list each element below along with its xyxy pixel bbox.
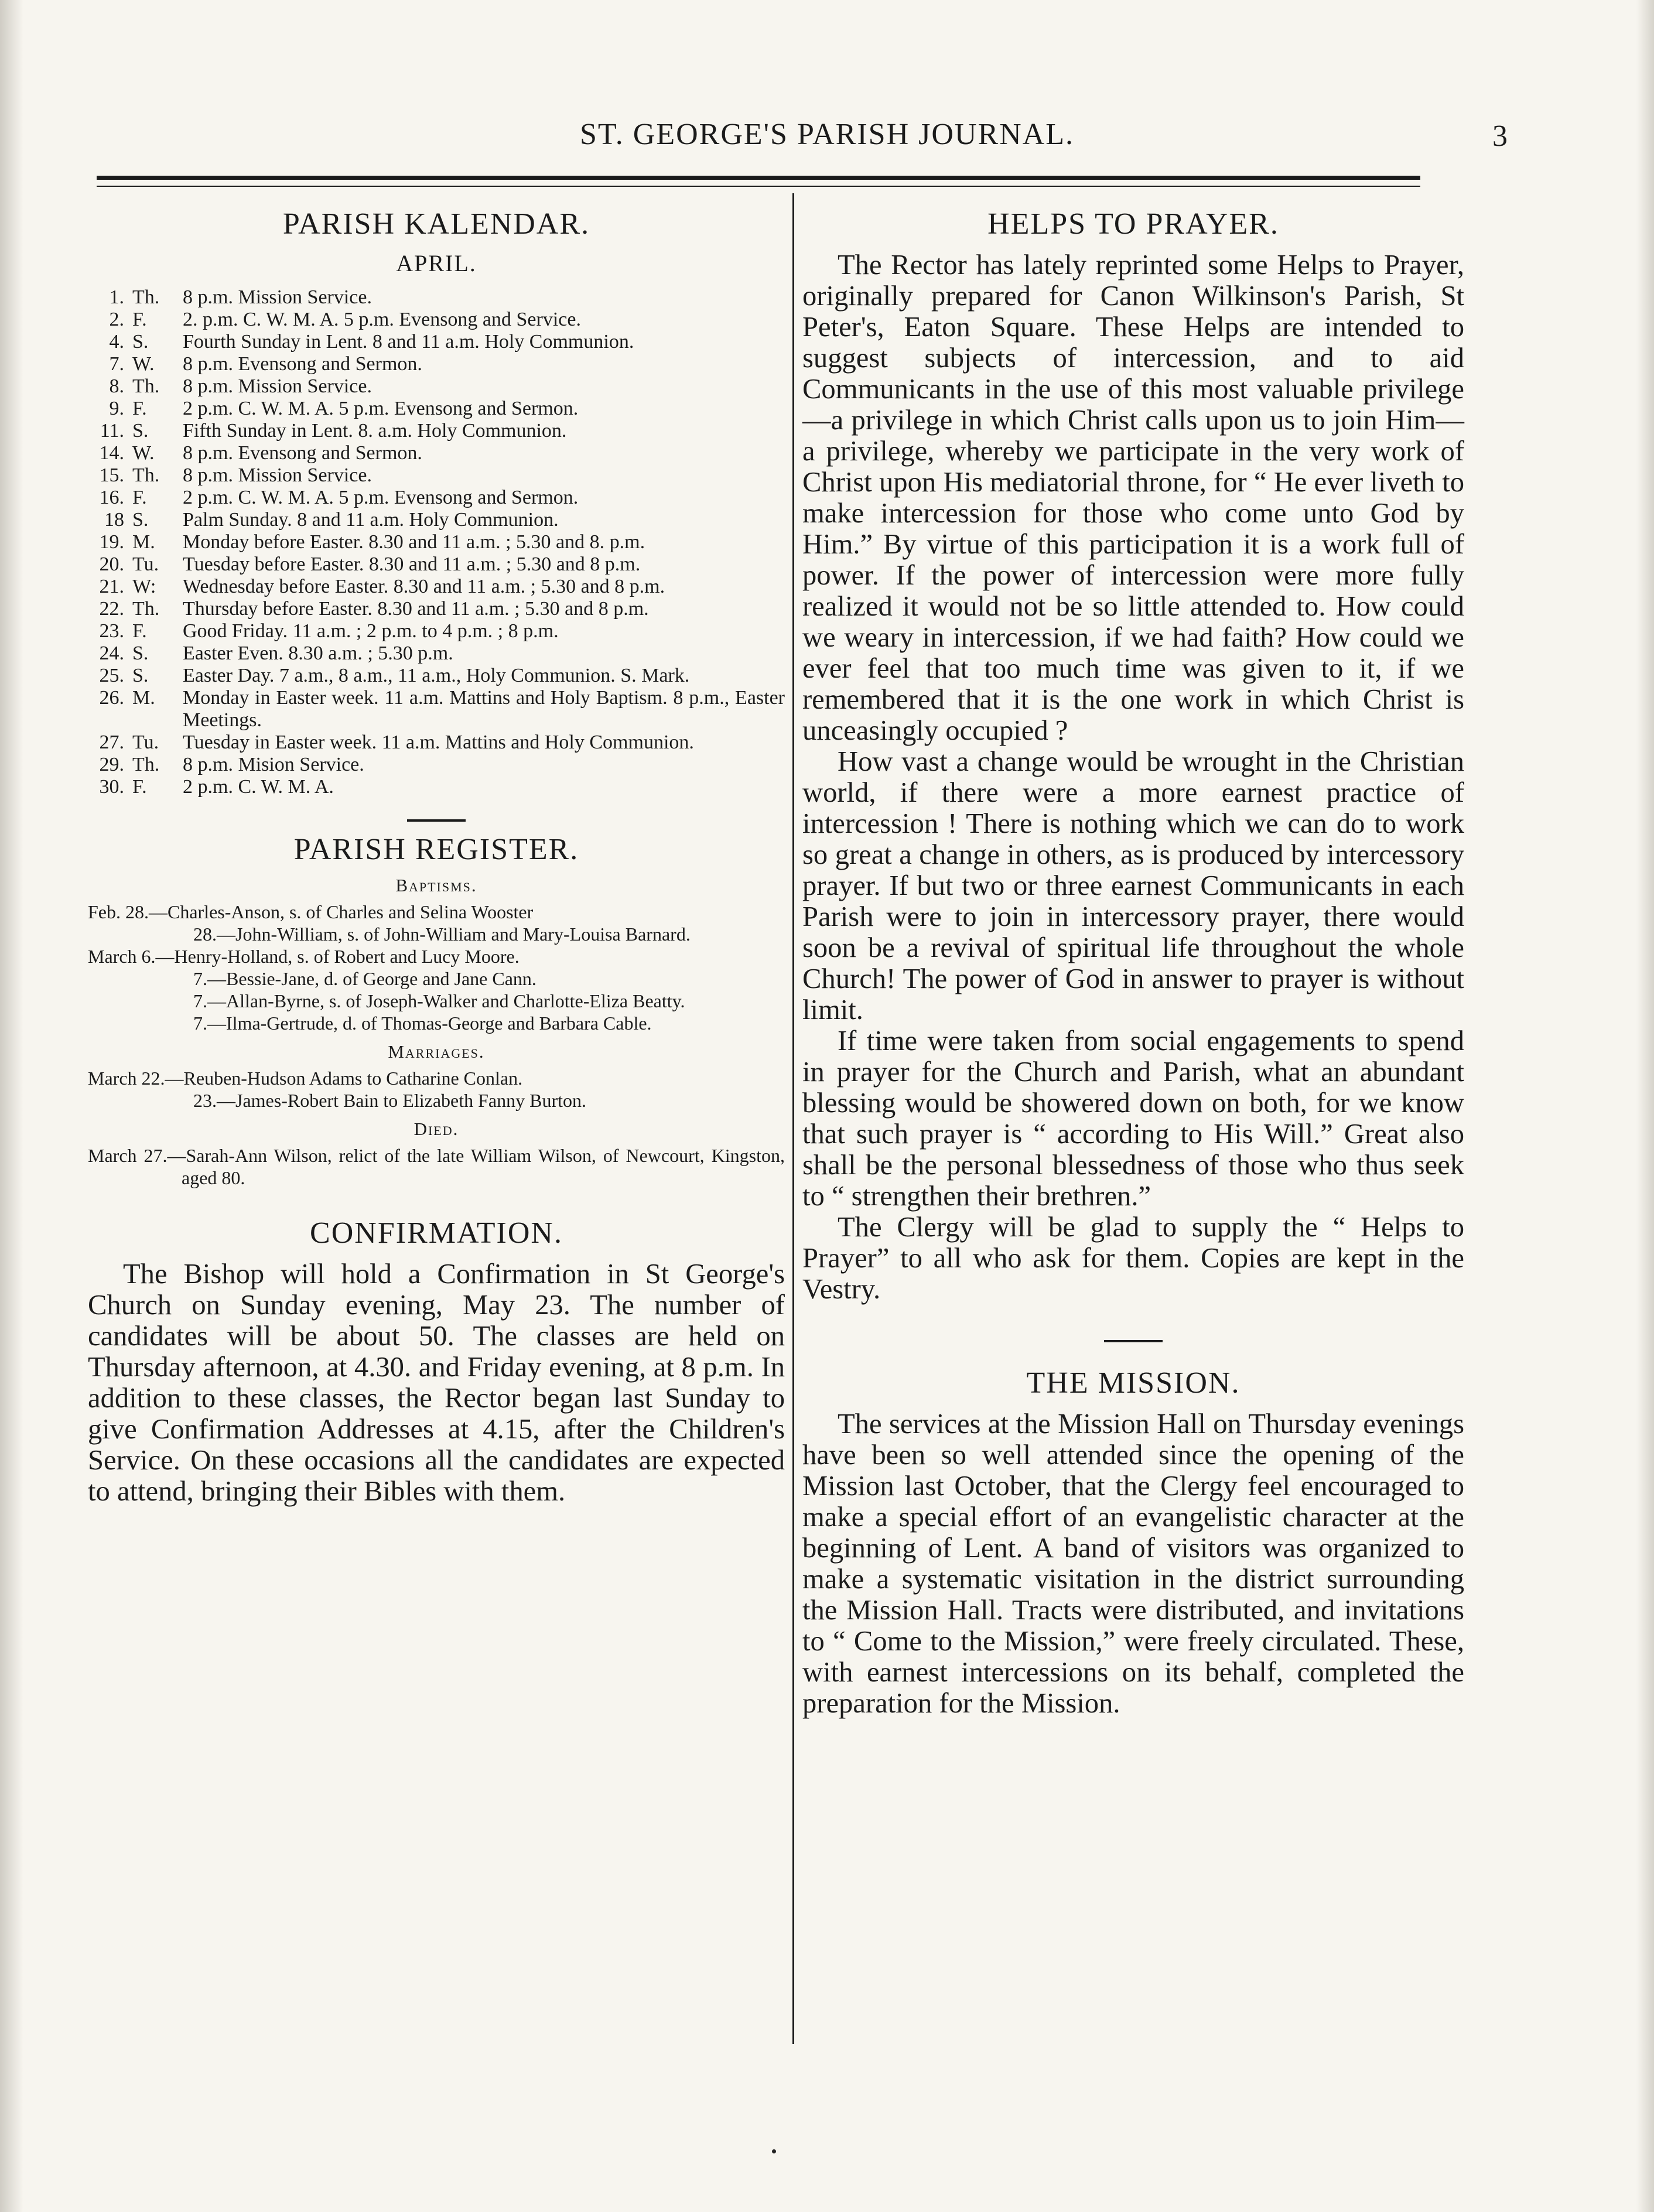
marriages-heading: Marriages.: [388, 1041, 485, 1062]
kalendar-weekday: W.: [132, 353, 155, 375]
kalendar-weekday: Tu.: [132, 731, 159, 753]
kalendar-text: 2. p.m. C. W. M. A. 5 p.m. Evensong and Service.: [183, 309, 581, 330]
kalendar-weekday: M.: [132, 687, 155, 709]
register-entry: March 22.—Reuben-Hudson Adams to Catharine Conlan.: [88, 1068, 523, 1089]
helps-paragraph: If time were taken from social engagements to spend in prayer for the Church and Parish, what an abundant blessing would be showered down on both, for we know that such prayer is “ according to His Will.” Great also shall be the personal blessedness of those who thus seek to “ strengthen their brethren.”: [802, 1025, 1464, 1212]
kalendar-text: 2 p.m. C. W. M. A.: [183, 776, 334, 798]
kalendar-day: 25.: [99, 665, 124, 686]
kalendar-day: 30.: [99, 776, 124, 798]
helps-paragraph: The Clergy will be glad to supply the “ Helps to Prayer” to all who ask for them. Copies are kept in the Vestry.: [802, 1211, 1464, 1305]
died-heading: Died.: [414, 1119, 459, 1139]
kalendar-item: [88, 754, 785, 776]
kalendar-weekday: W.: [132, 442, 155, 464]
kalendar-list: [88, 286, 785, 798]
kalendar-text: Monday before Easter. 8.30 and 11 a.m. ; 5.30 and 8. p.m.: [183, 531, 645, 553]
kalendar-day: 2.: [109, 309, 124, 330]
kalendar-day: 15.: [99, 464, 124, 486]
kalendar-weekday: Th.: [132, 375, 160, 397]
kalendar-day: 1.: [109, 286, 124, 308]
confirmation-title: CONFIRMATION.: [310, 1216, 563, 1250]
kalendar-month: APRIL.: [396, 250, 477, 276]
header-rule-thin: [97, 186, 1420, 187]
kalendar-day: 26.: [99, 687, 124, 709]
column-divider: [792, 193, 794, 2044]
kalendar-day: 8.: [109, 375, 124, 397]
print-dot: [772, 2149, 776, 2153]
kalendar-weekday: S.: [132, 331, 149, 353]
register-entry: 28.—John-William, s. of John-William and Mary-Louisa Barnard.: [193, 924, 691, 945]
kalendar-weekday: S.: [132, 420, 149, 442]
kalendar-text: 8 p.m. Mission Service.: [183, 464, 372, 486]
kalendar-day: 7.: [109, 353, 124, 375]
kalendar-text: 8 p.m. Evensong and Sermon.: [183, 442, 422, 464]
kalendar-weekday: S.: [132, 509, 149, 531]
kalendar-item: [88, 309, 785, 331]
kalendar-day: 20.: [99, 553, 124, 575]
kalendar-item: [88, 620, 785, 642]
kalendar-day: 24.: [99, 642, 124, 664]
kalendar-item: [88, 553, 785, 576]
kalendar-day: 14.: [99, 442, 124, 464]
kalendar-weekday: Th.: [132, 286, 160, 308]
kalendar-item: [88, 531, 785, 553]
kalendar-item: [88, 487, 785, 509]
kalendar-text: Tuesday before Easter. 8.30 and 11 a.m. ; 5.30 and 8 p.m.: [183, 553, 641, 575]
kalendar-text: Thursday before Easter. 8.30 and 11 a.m. ; 5.30 and 8 p.m.: [183, 598, 649, 620]
kalendar-day: 11.: [100, 420, 124, 442]
page-number: 3: [1492, 119, 1508, 153]
kalendar-weekday: Th.: [132, 464, 160, 486]
kalendar-weekday: F.: [132, 620, 147, 642]
register-entry: 7.—Ilma-Gertrude, d. of Thomas-George and Barbara Cable.: [193, 1013, 652, 1034]
helps-paragraph: The Rector has lately reprinted some Helps to Prayer, originally prepared for Canon Wilkinson's Parish, St Peter's, Eaton Square. These Helps are intended to suggest subjects of intercession, and to aid Communicants in the use of this most valuable privilege—a privilege in which Christ calls upon us to join Him—a privilege, whereby we participate in the very work of Christ upon His mediatorial throne, for “ He ever liveth to make intercession for those who come unto God by Him.” By virtue of this participation it is a work full of power. If the power of intercession were more fully realized it would not be so little attended to. How could we weary in intercession, if we had faith? How could we ever feel that too much time was given to it, if we remembered that it is the one work in which Christ is unceasingly occupied ?: [802, 249, 1464, 746]
kalendar-text: Fourth Sunday in Lent. 8 and 11 a.m. Holy Communion.: [183, 331, 634, 353]
kalendar-item: [88, 398, 785, 420]
kalendar-item: [88, 331, 785, 353]
kalendar-text: 8 p.m. Mission Service.: [183, 286, 372, 308]
kalendar-item: [88, 420, 785, 442]
journal-title: ST. GEORGE'S PARISH JOURNAL.: [579, 118, 1075, 151]
kalendar-weekday: W:: [132, 576, 156, 597]
kalendar-item: [88, 375, 785, 398]
kalendar-day: 4.: [109, 331, 124, 353]
mission-title: THE MISSION.: [1026, 1366, 1240, 1400]
kalendar-weekday: S.: [132, 642, 149, 664]
kalendar-item: [88, 642, 785, 665]
kalendar-weekday: F.: [132, 309, 147, 330]
kalendar-item: [88, 353, 785, 375]
kalendar-item: [88, 598, 785, 620]
register-entry: Feb. 28.—Charles-Anson, s. of Charles and Selina Wooster: [88, 901, 534, 922]
helps-paragraph: How vast a change would be wrought in the Christian world, if there were a more earnest practice of intercession ! There is nothing which we can do to work so great a change in others, as is produced by intercessory prayer. If but two or three earnest Communicants in each Parish were to join in intercessory prayer, there would soon be a revival of spiritual life throughout the whole Church! The power of God in answer to prayer is without limit.: [802, 746, 1464, 1025]
header-rule-thick: [97, 176, 1420, 180]
kalendar-day: 9.: [109, 398, 124, 419]
register-title: PARISH REGISTER.: [293, 833, 579, 866]
kalendar-item: [88, 731, 785, 754]
kalendar-text: 2 p.m. C. W. M. A. 5 p.m. Evensong and Sermon.: [183, 487, 579, 508]
kalendar-weekday: Th.: [132, 598, 160, 620]
kalendar-weekday: F.: [132, 776, 147, 798]
left-column: [88, 196, 785, 1507]
kalendar-text: Good Friday. 11 a.m. ; 2 p.m. to 4 p.m. ; 8 p.m.: [183, 620, 559, 642]
kalendar-day: 18: [104, 509, 124, 531]
right-column: [802, 196, 1464, 1719]
section-divider: [1104, 1340, 1163, 1342]
kalendar-item: [88, 509, 785, 531]
kalendar-title: PARISH KALENDAR.: [282, 207, 590, 241]
mission-paragraph: The services at the Mission Hall on Thursday evenings have been so well attended since the opening of the Mission last October, that the Clergy feel encouraged to make a special effort of an evangelistic character at the beginning of Lent. A band of visitors was organized to make a systematic visitation in the district surrounding the Mission Hall. Tracts were distributed, and invitations to “ Come to the Mission,” were freely circulated. These, with earnest intercessions on its behalf, completed the preparation for the Mission.: [802, 1408, 1464, 1719]
kalendar-item: [88, 576, 785, 598]
kalendar-text: Palm Sunday. 8 and 11 a.m. Holy Communion.: [183, 509, 559, 531]
kalendar-day: 29.: [99, 754, 124, 775]
kalendar-text: Easter Day. 7 a.m., 8 a.m., 11 a.m., Holy Communion. S. Mark.: [183, 665, 690, 686]
kalendar-text: Tuesday in Easter week. 11 a.m. Mattins and Holy Communion.: [183, 731, 694, 753]
kalendar-weekday: F.: [132, 487, 147, 508]
kalendar-text: 2 p.m. C. W. M. A. 5 p.m. Evensong and Sermon.: [183, 398, 579, 419]
kalendar-day: 21.: [99, 576, 124, 597]
register-entry: 7.—Bessie-Jane, d. of George and Jane Cann.: [193, 968, 536, 989]
baptisms-heading: Baptisms.: [395, 875, 477, 895]
kalendar-weekday: M.: [132, 531, 155, 553]
confirmation-paragraph: The Bishop will hold a Confirmation in St George's Church on Sunday evening, May 23. The number of candidates will be about 50. The classes are held on Thursday afternoon, at 4.30. and Friday evening, at 8 p.m. In addition to these classes, the Rector began last Sunday to give Confirmation Addresses at 4.15, after the Children's Service. On these occasions all the candidates are expected to attend, bringing their Bibles with them.: [88, 1258, 785, 1507]
kalendar-text: Easter Even. 8.30 a.m. ; 5.30 p.m.: [183, 642, 453, 664]
kalendar-item: [88, 687, 785, 731]
kalendar-text: 8 p.m. Evensong and Sermon.: [183, 353, 422, 375]
scan-edge-left: [0, 0, 23, 2212]
kalendar-weekday: Tu.: [132, 553, 159, 575]
kalendar-day: 23.: [99, 620, 124, 642]
scan-edge-right: [1636, 0, 1654, 2212]
kalendar-text: Wednesday before Easter. 8.30 and 11 a.m. ; 5.30 and 8 p.m.: [183, 576, 665, 597]
kalendar-item: [88, 286, 785, 309]
kalendar-text: 8 p.m. Mision Service.: [183, 754, 364, 775]
kalendar-item: [88, 776, 785, 798]
kalendar-weekday: F.: [132, 398, 147, 419]
kalendar-item: [88, 442, 785, 464]
kalendar-day: 22.: [99, 598, 124, 620]
kalendar-item: [88, 464, 785, 487]
kalendar-day: 16.: [99, 487, 124, 508]
kalendar-day: 27.: [99, 731, 124, 753]
kalendar-text: Fifth Sunday in Lent. 8. a.m. Holy Communion.: [183, 420, 567, 442]
kalendar-weekday: S.: [132, 665, 149, 686]
kalendar-day: 19.: [99, 531, 124, 553]
kalendar-weekday: Th.: [132, 754, 160, 775]
register-entry: March 27.—Sarah-Ann Wilson, relict of the late William Wilson, of Newcourt, Kingston, aged 80.: [88, 1145, 785, 1188]
register-entry: March 6.—Henry-Holland, s. of Robert and Lucy Moore.: [88, 946, 520, 967]
kalendar-item: [88, 665, 785, 687]
register-entry: 23.—James-Robert Bain to Elizabeth Fanny Burton.: [193, 1090, 586, 1111]
register-entry: 7.—Allan-Byrne, s. of Joseph-Walker and Charlotte-Eliza Beatty.: [193, 990, 685, 1011]
section-divider: [407, 819, 466, 822]
kalendar-text: Monday in Easter week. 11 a.m. Mattins and Holy Baptism. 8 p.m., Easter Meetings.: [183, 687, 785, 731]
kalendar-text: 8 p.m. Mission Service.: [183, 375, 372, 397]
helps-title: HELPS TO PRAYER.: [987, 207, 1279, 241]
